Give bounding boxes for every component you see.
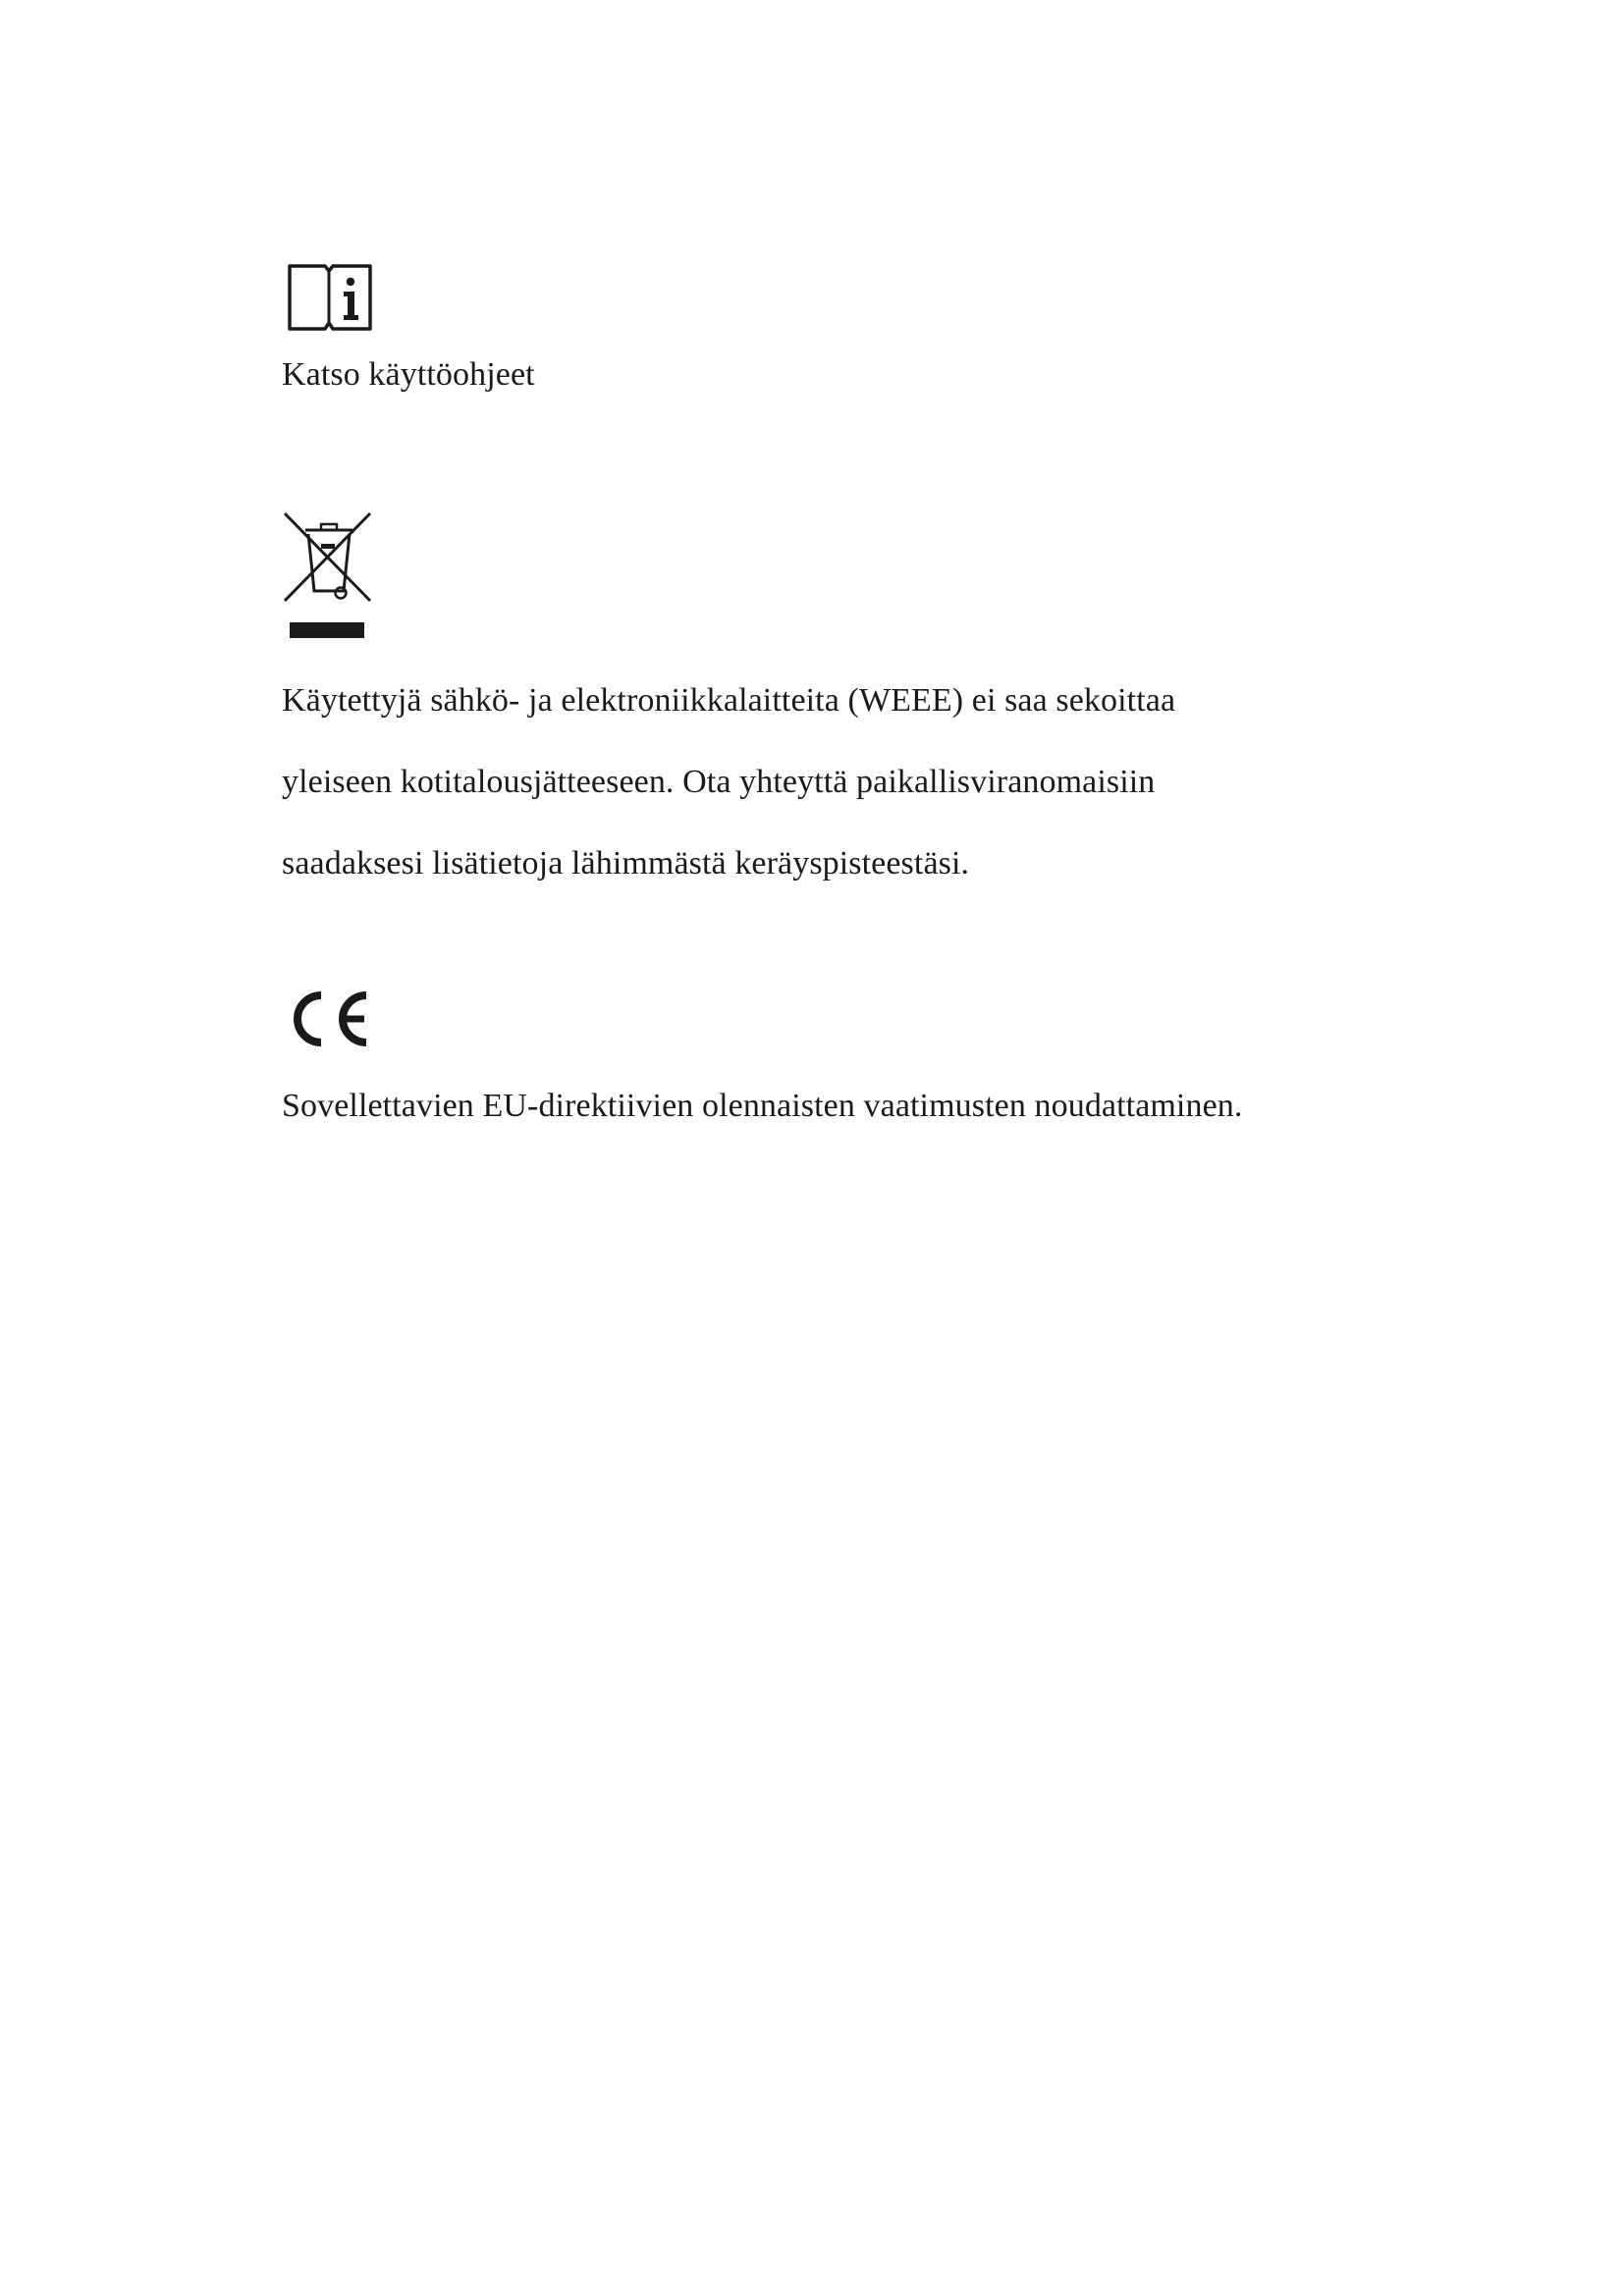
- ce-mark-icon: [282, 984, 376, 1059]
- crossed-bin-icon: [282, 510, 376, 645]
- weee-text-line-1: Käytettyjä sähkö- ja elektroniikkalaitteita (WEEE) ei saa sekoittaa: [282, 682, 1176, 719]
- manual-info-icon: [286, 260, 374, 338]
- manual-text: Katso käyttöohjeet: [282, 356, 535, 393]
- weee-text-line-2: yleiseen kotitalousjätteeseen. Ota yhteyttä paikallisviranomaisiin: [282, 764, 1156, 800]
- ce-text: Sovellettavien EU-direktiivien olennaisten vaatimusten noudattaminen.: [282, 1088, 1243, 1124]
- weee-text-line-3: saadaksesi lisätietoja lähimmästä keräyspisteestäsi.: [282, 845, 970, 881]
